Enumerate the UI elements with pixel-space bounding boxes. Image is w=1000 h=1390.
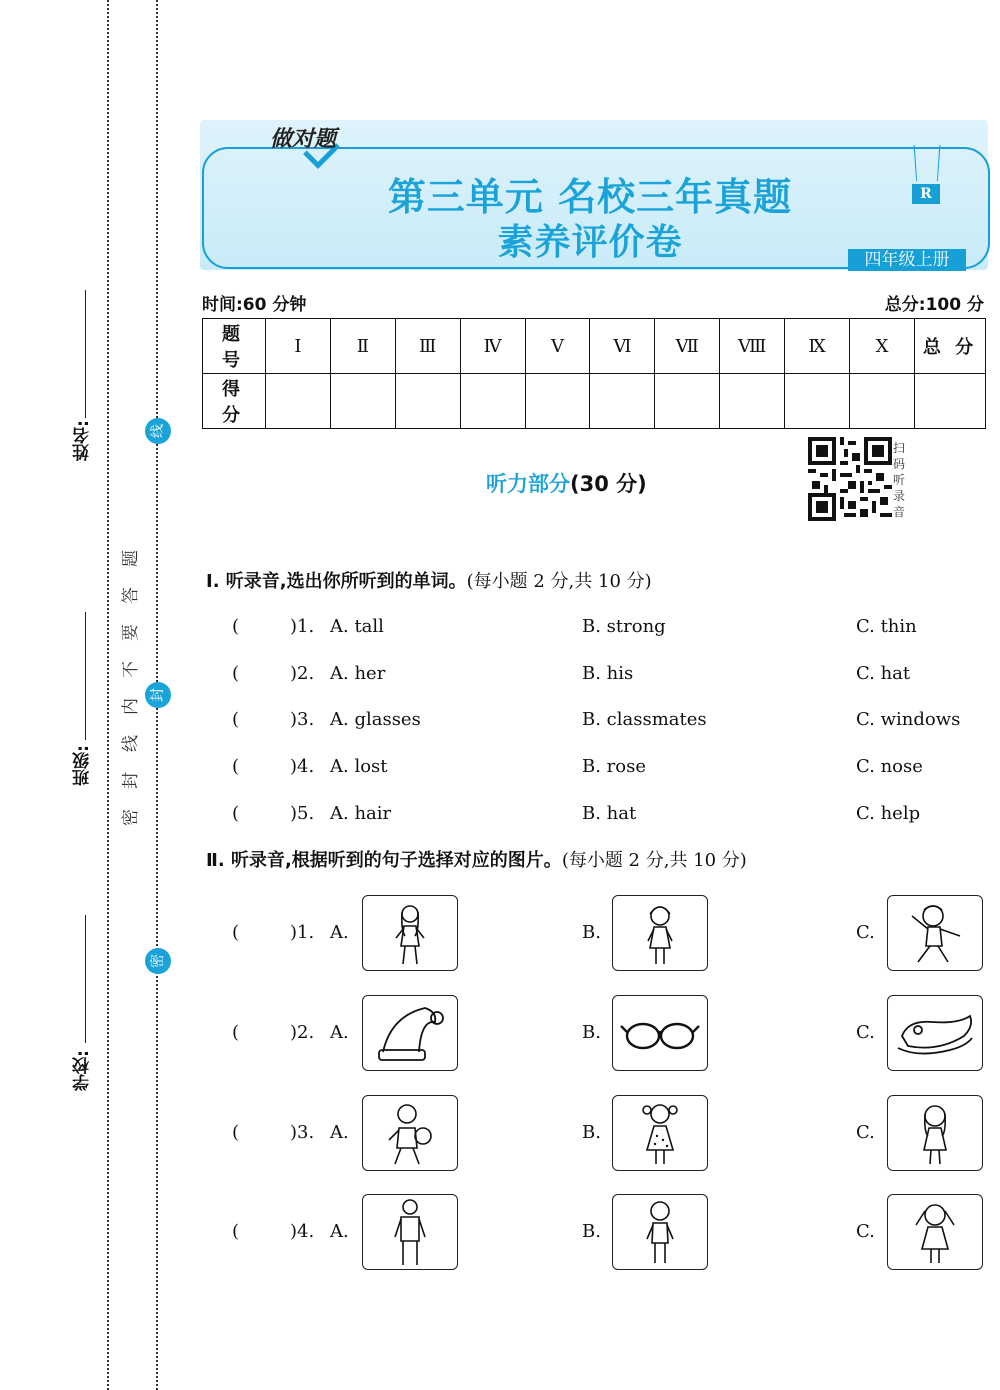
- option-b: B.: [582, 922, 601, 943]
- listening-title: 听力部分: [486, 472, 570, 496]
- table-header-cell: 得 分: [203, 374, 266, 429]
- list-item: [232, 612, 992, 642]
- answer-blank[interactable]: (: [232, 1122, 240, 1143]
- table-header-cell: Ⅰ: [266, 319, 331, 374]
- score-cell[interactable]: [720, 374, 785, 429]
- time-limit: 时间:60 分钟: [202, 295, 307, 315]
- option-a: A.: [330, 1221, 349, 1242]
- listening-section-title: [486, 468, 647, 498]
- question-number: )1.: [290, 616, 315, 637]
- seal-notice-char: 答: [120, 587, 141, 604]
- picture-glasses[interactable]: [612, 995, 708, 1071]
- table-row: [203, 374, 986, 429]
- picture-boy-running[interactable]: [887, 895, 983, 971]
- question-number: )1.: [290, 922, 315, 943]
- grade-label: 四年级上册: [848, 249, 966, 271]
- score-cell[interactable]: [525, 374, 590, 429]
- question-number: )3.: [290, 1122, 315, 1143]
- picture-shoes[interactable]: [887, 995, 983, 1071]
- score-cell[interactable]: [330, 374, 395, 429]
- option-a: A. tall: [330, 616, 384, 637]
- option-a: A.: [330, 1122, 349, 1143]
- picture-hat[interactable]: [362, 995, 458, 1071]
- answer-blank[interactable]: (: [232, 663, 240, 684]
- option-c: C. nose: [856, 756, 923, 777]
- score-cell[interactable]: [590, 374, 655, 429]
- option-c: C.: [856, 1122, 875, 1143]
- seal-mark-seal: 封: [145, 682, 171, 708]
- part2-heading: [206, 846, 747, 872]
- page-title: 第三单元 名校三年真题: [387, 175, 793, 219]
- score-cell[interactable]: [785, 374, 850, 429]
- table-header-cell: Ⅹ: [850, 319, 915, 374]
- answer-blank[interactable]: (: [232, 709, 240, 730]
- option-c: C. thin: [856, 616, 917, 637]
- name-label: 姓名:: [73, 420, 93, 461]
- question-number: )3.: [290, 709, 315, 730]
- picture-girl-pigtails[interactable]: [887, 1194, 983, 1270]
- seal-notice-char: 线: [120, 735, 141, 752]
- part1-note: (每小题 2 分,共 10 分): [466, 571, 652, 592]
- picture-girl-dotted-dress[interactable]: [612, 1095, 708, 1171]
- picture-tall-man[interactable]: [362, 1194, 458, 1270]
- option-b: B.: [582, 1022, 601, 1043]
- total-score: 总分:100 分: [884, 295, 984, 315]
- score-cell[interactable]: [395, 374, 460, 429]
- table-header-cell: 题 号: [203, 319, 266, 374]
- table-header-cell: Ⅱ: [330, 319, 395, 374]
- question-number: )5.: [290, 803, 315, 824]
- seal-notice-char: 不: [120, 661, 141, 678]
- picture-girl-long-hair[interactable]: [362, 895, 458, 971]
- option-a: A. glasses: [330, 709, 421, 730]
- qr-code-icon[interactable]: [808, 437, 892, 521]
- picture-girl-with-bow[interactable]: [887, 1095, 983, 1171]
- answer-blank[interactable]: (: [232, 922, 240, 943]
- seal-mark-secret: 密: [145, 948, 171, 974]
- option-c: C.: [856, 1022, 875, 1043]
- score-cell[interactable]: [850, 374, 915, 429]
- answer-blank[interactable]: (: [232, 1022, 240, 1043]
- score-table: [202, 318, 986, 429]
- option-a: A. hair: [330, 803, 392, 824]
- class-field[interactable]: [85, 612, 86, 740]
- seal-notice: [118, 540, 144, 836]
- school-field[interactable]: [85, 915, 86, 1043]
- answer-blank[interactable]: (: [232, 756, 240, 777]
- name-field[interactable]: [85, 290, 86, 418]
- seal-notice-char: 密: [120, 809, 141, 826]
- edition-badge: R: [912, 184, 940, 204]
- answer-blank[interactable]: (: [232, 1221, 240, 1242]
- table-header-cell: Ⅵ: [590, 319, 655, 374]
- question-number: )4.: [290, 1221, 315, 1242]
- seal-notice-char: 封: [120, 772, 141, 789]
- page-subtitle: 素养评价卷: [497, 222, 683, 263]
- school-label: 学校:: [73, 1050, 93, 1091]
- option-c: C.: [856, 922, 875, 943]
- fold-line-outer: [107, 0, 109, 1390]
- part1-heading: [206, 567, 652, 593]
- option-b: B. rose: [582, 756, 647, 777]
- table-header-cell: 总 分: [915, 319, 986, 374]
- table-header-cell: Ⅷ: [720, 319, 785, 374]
- banner-tag: 做对题: [270, 127, 337, 152]
- option-b: B.: [582, 1221, 601, 1242]
- picture-boy-with-ball[interactable]: [362, 1095, 458, 1171]
- seal-notice-char: 要: [120, 624, 141, 641]
- part2-title: Ⅱ. 听录音,根据听到的句子选择对应的图片。: [206, 850, 562, 871]
- answer-blank[interactable]: (: [232, 616, 240, 637]
- option-b: B. strong: [582, 616, 666, 637]
- list-item: [232, 752, 992, 782]
- score-cell[interactable]: [655, 374, 720, 429]
- option-b: B. classmates: [582, 709, 707, 730]
- table-header-cell: Ⅸ: [785, 319, 850, 374]
- qr-code-label: 扫码听录音: [893, 441, 906, 519]
- option-b: B.: [582, 1122, 601, 1143]
- score-cell[interactable]: [266, 374, 331, 429]
- score-cell[interactable]: [460, 374, 525, 429]
- picture-boy-standing[interactable]: [612, 1194, 708, 1270]
- option-a: A. lost: [330, 756, 388, 777]
- table-header-cell: Ⅶ: [655, 319, 720, 374]
- table-row: [203, 319, 986, 374]
- option-c: C.: [856, 1221, 875, 1242]
- option-b: B. his: [582, 663, 634, 684]
- option-c: C. hat: [856, 663, 911, 684]
- part2-note: (每小题 2 分,共 10 分): [561, 850, 747, 871]
- class-label: 班级:: [73, 745, 93, 786]
- option-c: C. windows: [856, 709, 961, 730]
- part1-title: Ⅰ. 听录音,选出你所听到的单词。: [206, 571, 467, 592]
- option-a: A.: [330, 1022, 349, 1043]
- picture-girl-short-hair[interactable]: [612, 895, 708, 971]
- option-b: B. hat: [582, 803, 637, 824]
- question-number: )2.: [290, 1022, 315, 1043]
- option-c: C. help: [856, 803, 921, 824]
- score-cell[interactable]: [915, 374, 986, 429]
- option-a: A. her: [330, 663, 386, 684]
- seal-notice-char: 题: [120, 550, 141, 567]
- badge-string-icon: [914, 145, 941, 181]
- table-header-cell: Ⅳ: [460, 319, 525, 374]
- seal-notice-char: 内: [120, 698, 141, 715]
- option-a: A.: [330, 922, 349, 943]
- list-item: [232, 799, 992, 829]
- table-header-cell: Ⅲ: [395, 319, 460, 374]
- list-item: [232, 705, 992, 735]
- table-header-cell: Ⅴ: [525, 319, 590, 374]
- listening-points: (30 分): [570, 472, 647, 496]
- seal-mark-line: 线: [145, 418, 171, 444]
- answer-blank[interactable]: (: [232, 803, 240, 824]
- list-item: [232, 659, 992, 689]
- question-number: )2.: [290, 663, 315, 684]
- question-number: )4.: [290, 756, 315, 777]
